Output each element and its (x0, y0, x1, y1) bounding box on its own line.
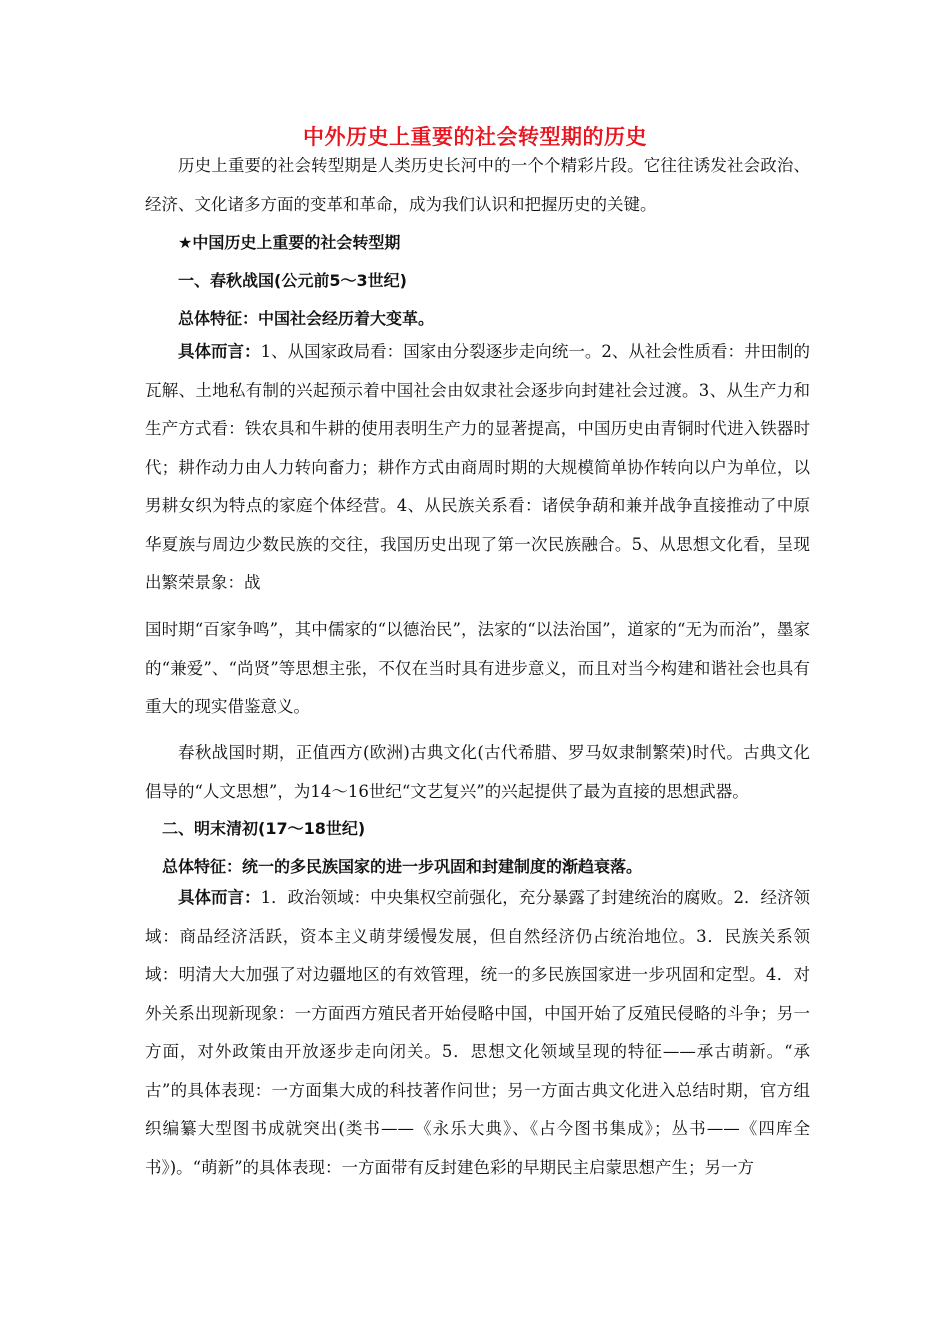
section-2-detail (145, 879, 810, 1187)
section-2-detail-label: 具体而言： (178, 888, 261, 907)
section-1-continued: 国时期“百家争鸣”，其中儒家的“以德治民”，法家的“以法治国”，道家的“无为而治”，墨家的“兼爱”、“尚贤”等思想主张，不仅在当时具有进步意义，而且对当今构建和谐社会也具有重大的现实借鉴意义。 (145, 620, 810, 716)
section-1-heading: 一、春秋战国(公元前5～3世纪) (178, 271, 407, 290)
section-1-detail-text: 1、从国家政局看：国家由分裂逐步走向统一。2、从社会性质看：井田制的瓦解、土地私有制的兴起预示着中国社会由奴隶社会逐步向封建社会过渡。3、从生产力和生产方式看：铁农具和牛耕的使用表明生产力的显著提高，中国历史由青铜时代进入铁器时代；耕作动力由人力转向畜力；耕作方式由商周时期的大规模简单协作转向以户为单位，以男耕女织为特点的家庭个体经营。4、从民族关系看：诸侯争葫和兼并战争直接推动了中原华夏族与周边少数民族的交往，我国历史出现了第一次民族融合。5、从思想文化看，呈现出繁荣景象：战 (145, 342, 811, 592)
section-1-feature: 总体特征：中国社会经历着大变革。 (178, 309, 435, 328)
section-1-west: 春秋战国时期，正值西方(欧洲)古典文化(古代希腊、罗马奴隶制繁荣)时代。古典文化倡导的“人文思想”，为14～16世纪“文艺复兴”的兴起提供了最为直接的思想武器。 (145, 743, 810, 801)
section-1-detail (145, 333, 810, 603)
document-title: 中外历史上重要的社会转型期的历史 (303, 125, 647, 149)
china-section-heading: ★中国历史上重要的社会转型期 (178, 233, 401, 252)
section-1-detail-label: 具体而言： (178, 342, 261, 361)
section-2-heading: 二、明末清初(17～18世纪) (162, 819, 366, 838)
section-2-detail-text: 1．政治领域：中央集权空前强化，充分暴露了封建统治的腐败。2．经济领域：商品经济活跃，资本主义萌芽缓慢发展，但自然经济仍占统治地位。3．民族关系领域：明清大大加强了对边疆地区的有效管理，统一的多民族国家进一步巩固和定型。4．对外关系出现新现象：一方面西方殖民者开始侵略中国，中国开始了反殖民侵略的斗争；另一方面，对外政策由开放逐步走向闭关。5．思想文化领域呈现的特征——承古萌新。“承古”的具体表现：一方面集大成的科技著作问世；另一方面古典文化进入总结时期，官方组织编纂大型图书成就突出(类书——《永乐大典》、《占今图书集成》；丛书——《四库全书》)。“萌新”的具体表现：一方面带有反封建色彩的早期民主启蒙思想产生；另一方 (145, 888, 811, 1177)
intro-paragraph: 历史上重要的社会转型期是人类历史长河中的一个个精彩片段。它往往诱发社会政治、经济、文化诸多方面的变革和革命，成为我们认识和把握历史的关键。 (145, 156, 810, 214)
section-2-feature: 总体特征：统一的多民族国家的进一步巩固和封建制度的渐趋衰落。 (162, 857, 643, 876)
